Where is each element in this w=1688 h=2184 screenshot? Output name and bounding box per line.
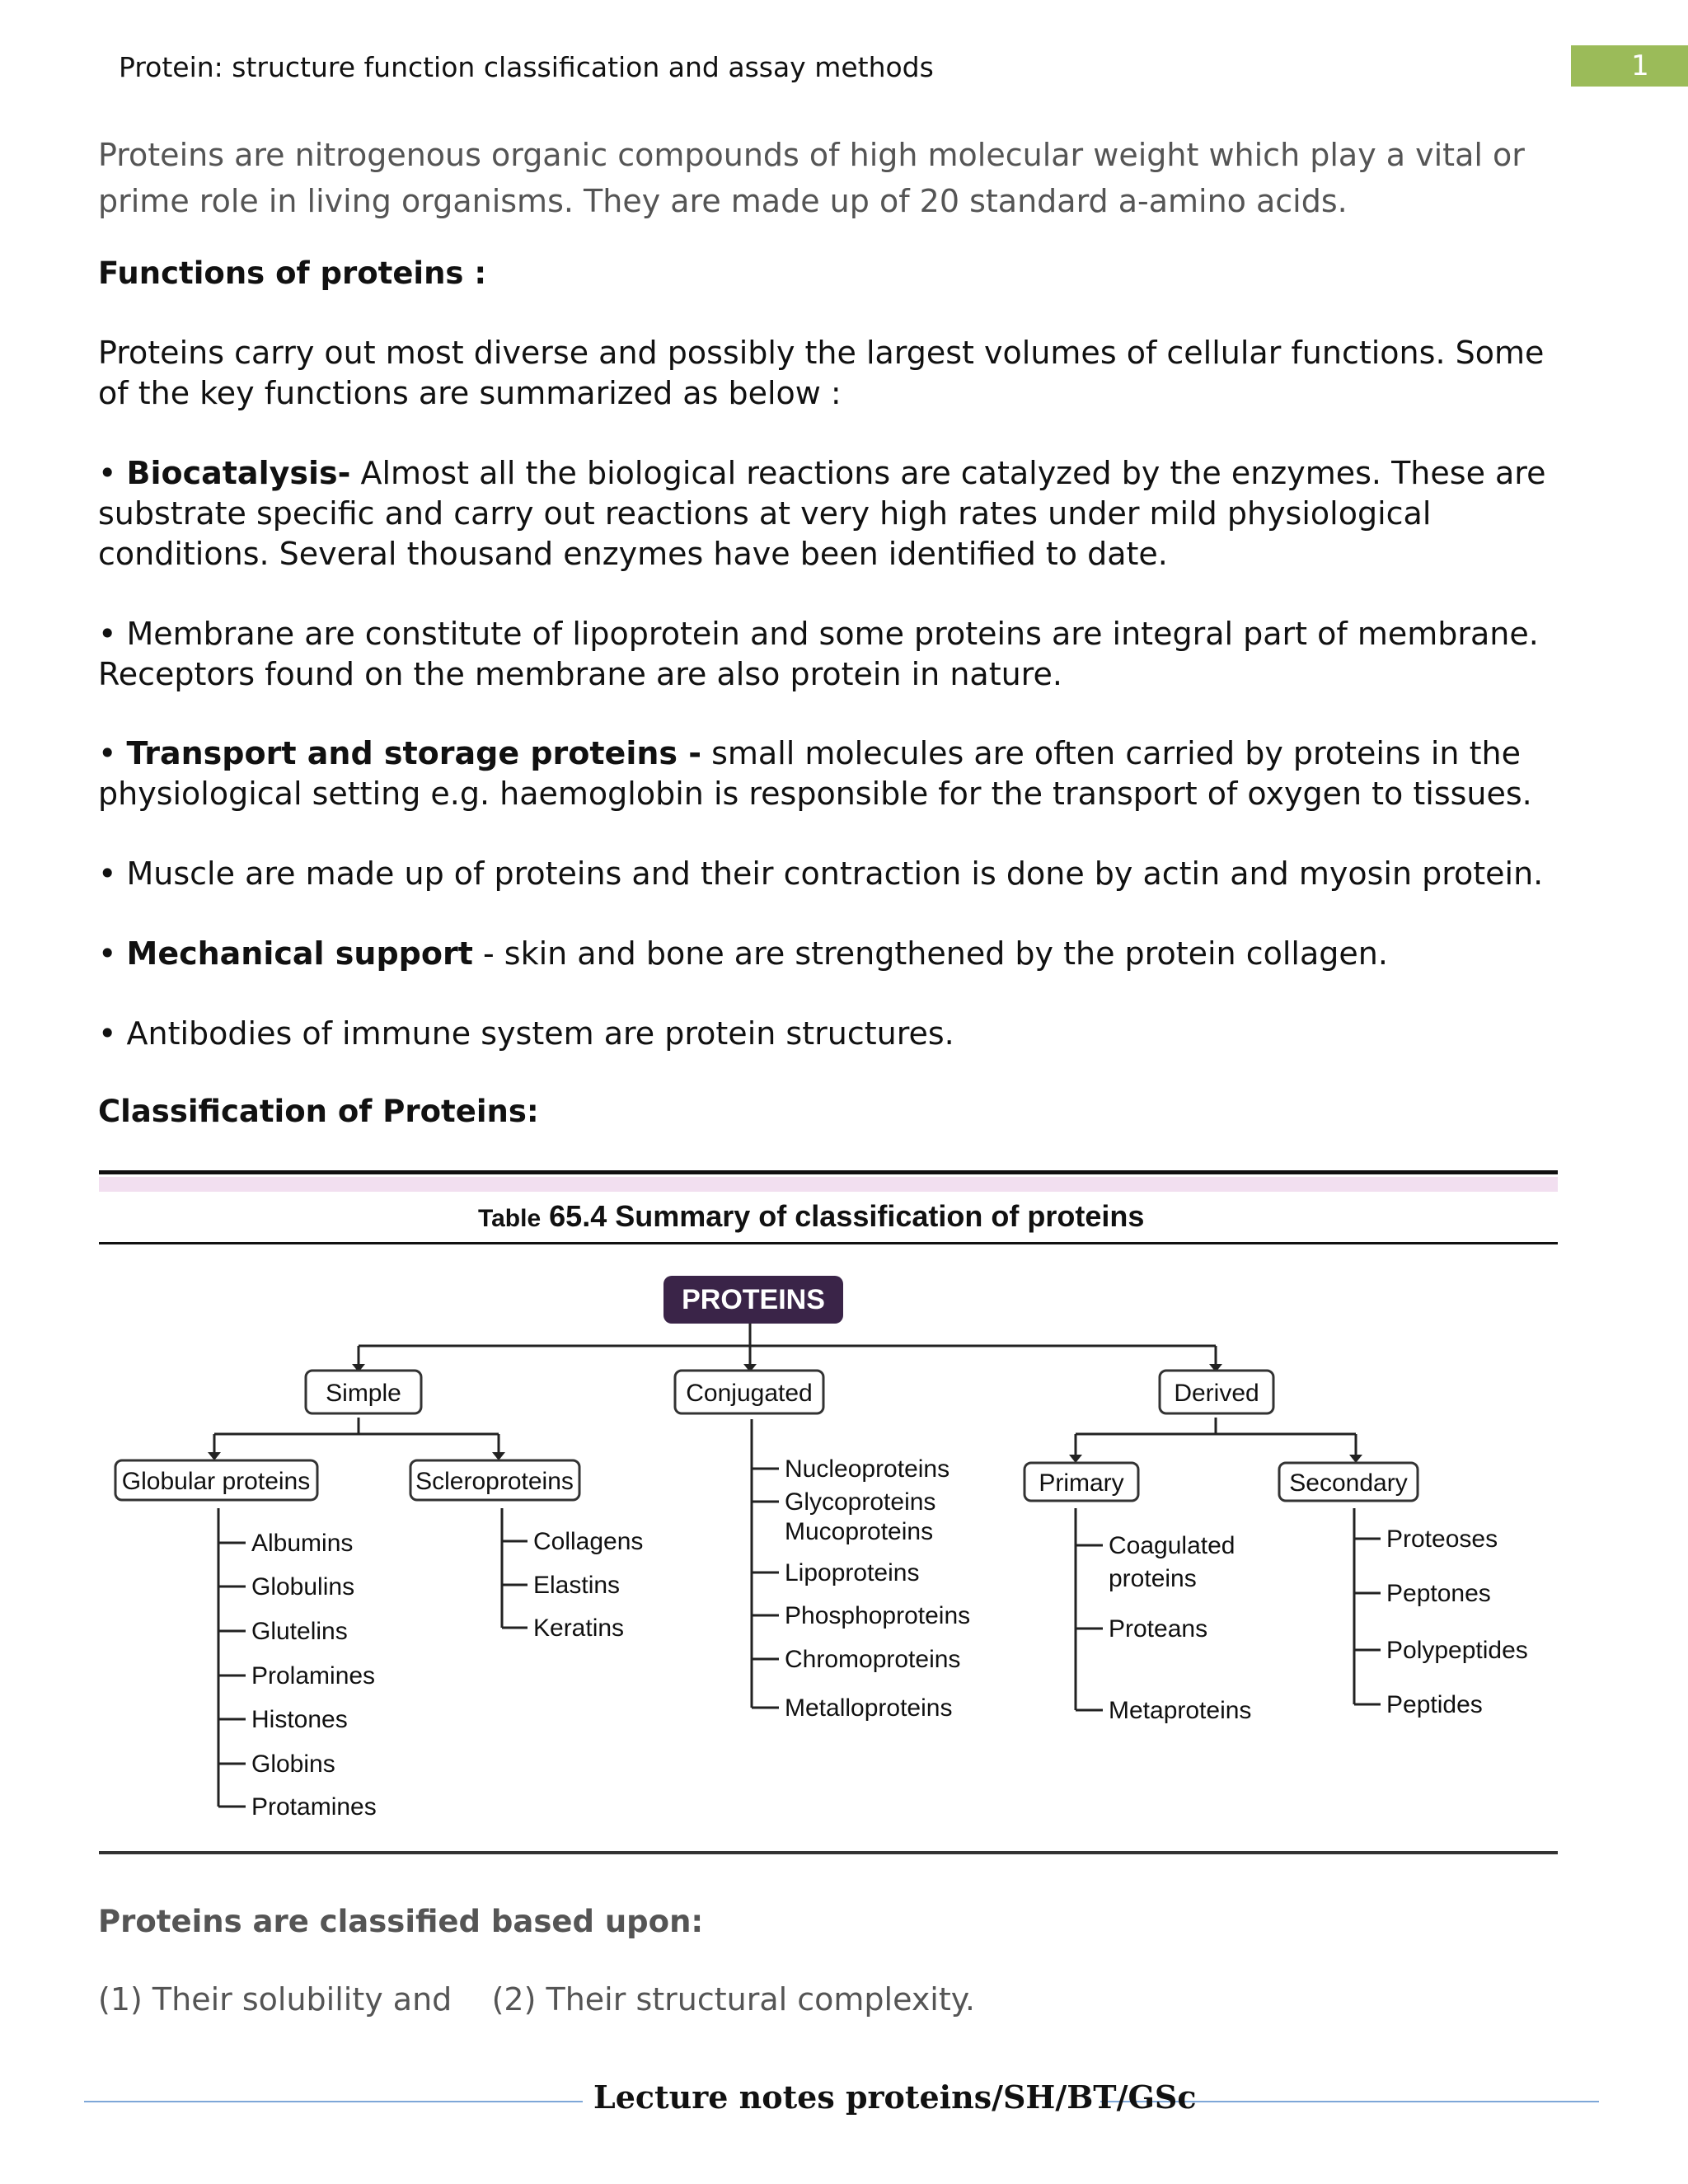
list-item: Proteoses <box>1386 1526 1498 1553</box>
running-header: Protein: structure function classification and assay methods <box>119 51 934 83</box>
list-item: Mucoproteins <box>785 1518 934 1545</box>
list-item: Globins <box>251 1750 335 1778</box>
list-item: Keratins <box>533 1615 625 1642</box>
table-top-rule <box>99 1170 1558 1174</box>
list-item: Histones <box>251 1706 348 1733</box>
list-item: Glutelins <box>251 1618 348 1645</box>
primary-label: Primary <box>1039 1469 1124 1497</box>
function-item: • Transport and storage proteins - small molecules are often carried by proteins in the physiological setting e.g. haemoglobin is responsible for the transport of oxygen to tissues. <box>98 735 1532 812</box>
function-item-text: Antibodies of immune system are protein structures. <box>126 1015 954 1052</box>
list-item: Prolamines <box>251 1662 376 1690</box>
list-item: Protamines <box>251 1793 377 1821</box>
classification-heading: Classification of Proteins: <box>98 1094 539 1129</box>
list-item: Metaproteins <box>1109 1697 1252 1724</box>
list-item: Elastins <box>533 1572 621 1599</box>
function-item-bold: Mechanical support <box>126 935 473 972</box>
root-node-label: PROTEINS <box>682 1284 825 1315</box>
function-item-text: Almost all the biological reactions are catalyzed by the enzymes. These are substrate specific and carry out reactions at very high rates under mild physiological conditions. Several thousand enzymes have been identified to date. <box>98 455 1546 572</box>
globular-proteins-label: Globular proteins <box>121 1468 311 1495</box>
classification-table-figure <box>99 1170 1558 1863</box>
function-item: • Mechanical support - skin and bone are strengthened by the protein collagen. <box>98 935 1388 972</box>
table-bottom-rule <box>99 1851 1558 1854</box>
function-item-text: Membrane are constitute of lipoprotein and some proteins are integral part of membrane. Receptors found on the membrane are also protein in nature. <box>98 616 1539 692</box>
derived-label: Derived <box>1174 1380 1259 1407</box>
footer-rule-left <box>84 2101 583 2102</box>
secondary-label: Secondary <box>1289 1469 1408 1497</box>
function-item-text: - skin and bone are strengthened by the protein collagen. <box>472 935 1388 972</box>
simple-label: Simple <box>326 1380 401 1407</box>
list-item: Globulins <box>251 1573 355 1601</box>
functions-lead: Proteins carry out most diverse and possibly the largest volumes of cellular functions. Some of the key functions are summarized as below : <box>98 335 1545 411</box>
list-item: Nucleoproteins <box>785 1455 950 1483</box>
function-item-text: Muscle are made up of proteins and their contraction is done by actin and myosin protein. <box>126 855 1544 892</box>
page-number: 1 <box>1571 45 1688 87</box>
list-item: Glycoproteins <box>785 1488 936 1516</box>
list-item: Metalloproteins <box>785 1694 953 1722</box>
list-item: proteins <box>1109 1565 1197 1592</box>
function-item-text: small molecules are often carried by proteins in the physiological setting e.g. haemoglobin is responsible for the transport of oxygen to tissues. <box>98 735 1532 812</box>
function-item: • Membrane are constitute of lipoprotein and some proteins are integral part of membrane. Receptors found on the membrane are also protein in nature. <box>98 616 1539 692</box>
list-item: Polypeptides <box>1386 1637 1528 1664</box>
list-item: Collagens <box>533 1528 644 1555</box>
conjugated-label: Conjugated <box>686 1380 813 1407</box>
function-item: • Biocatalysis- Almost all the biological reactions are catalyzed by the enzymes. These are substrate specific and carry out reactions at very high rates under mild physiological conditions. Several thousand enzymes have been identified to date. <box>98 455 1546 572</box>
classified-based-heading: Proteins are classified based upon: <box>98 1904 704 1939</box>
function-item: • Muscle are made up of proteins and their contraction is done by actin and myosin protein. <box>98 855 1544 892</box>
list-item: Peptones <box>1386 1580 1491 1607</box>
functions-heading: Functions of proteins : <box>98 255 487 291</box>
scleroproteins-label: Scleroproteins <box>415 1468 574 1495</box>
footer-text: Lecture notes proteins/SH/BT/GSc <box>593 2079 1197 2116</box>
list-item: Coagulated <box>1109 1532 1236 1559</box>
function-item: • Antibodies of immune system are protein structures. <box>98 1015 954 1052</box>
classification-basis: (1) Their solubility and (2) Their structural complexity. <box>98 1981 975 2018</box>
table-title: Table 65.4 Summary of classification of proteins <box>478 1199 1145 1233</box>
list-item: Chromoproteins <box>785 1646 961 1673</box>
list-item: Phosphoproteins <box>785 1602 971 1629</box>
function-item-bold: Transport and storage proteins - <box>126 735 702 771</box>
table-title-rule <box>99 1242 1558 1244</box>
function-item-bold: Biocatalysis- <box>126 455 351 491</box>
list-item: Lipoproteins <box>785 1559 920 1586</box>
list-item: Albumins <box>251 1530 354 1557</box>
list-item: Proteans <box>1109 1615 1208 1643</box>
table-top-band <box>99 1177 1558 1192</box>
intro-paragraph: Proteins are nitrogenous organic compounds of high molecular weight which play a vital or prime role in living organisms. They are made up of 20 standard a-amino acids. <box>98 137 1525 219</box>
list-item: Peptides <box>1386 1691 1483 1718</box>
